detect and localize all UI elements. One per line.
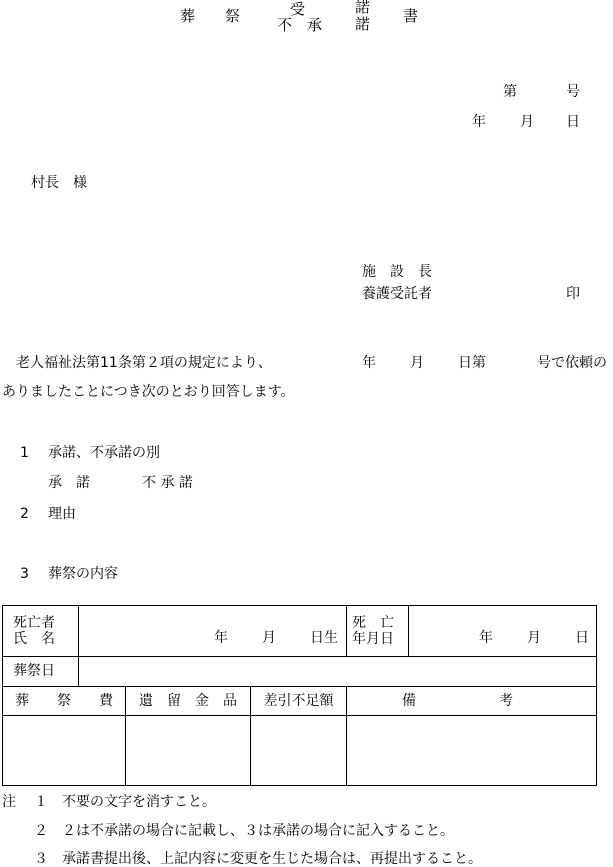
funeral-content-table bbox=[2, 605, 597, 786]
sender-role: 養護受託者 bbox=[362, 286, 432, 302]
title-consent-char-lower: 諾 bbox=[355, 15, 371, 33]
shortage-cell bbox=[251, 716, 347, 786]
col-header-remaining-items: 遺 留 金 品 bbox=[126, 687, 251, 716]
title-non-accept-chars: 不 承 bbox=[277, 16, 323, 34]
note2-number: ２ bbox=[34, 823, 48, 839]
col-header-remarks-a: 備 bbox=[402, 693, 417, 709]
note1-text: 不要の文字を消すこと。 bbox=[62, 794, 216, 810]
sender-title: 施 設 長 bbox=[362, 264, 432, 280]
item2-label: 理由 bbox=[48, 506, 76, 522]
deceased-name-label-cell bbox=[3, 606, 79, 657]
notes-prefix: 注 bbox=[2, 794, 16, 810]
item3-number: 3 bbox=[20, 566, 29, 582]
col-header-funeral-cost: 葬 祭 費 bbox=[3, 687, 126, 716]
number-gou: 号 bbox=[566, 84, 580, 100]
funeral-date-cell bbox=[79, 657, 597, 687]
deceased-name-label-line1: 死亡者 bbox=[13, 614, 55, 631]
item1-label: 承諾、不承諾の別 bbox=[48, 445, 160, 461]
item3-label: 葬祭の内容 bbox=[48, 566, 118, 582]
table-row bbox=[3, 606, 597, 657]
body-line1-month: 月 bbox=[410, 355, 424, 371]
death-day-label: 日 bbox=[575, 630, 590, 646]
col-header-remarks-b: 考 bbox=[499, 693, 514, 709]
body-line1-year: 年 bbox=[362, 355, 376, 371]
birth-day-label: 日生 bbox=[310, 630, 338, 646]
date-day-label: 日 bbox=[566, 114, 580, 130]
birth-month-label: 月 bbox=[262, 630, 276, 646]
funeral-date-label: 葬祭日 bbox=[3, 657, 79, 687]
table-row bbox=[3, 716, 597, 786]
remarks-cell bbox=[347, 716, 597, 786]
option-accept: 承 諾 bbox=[48, 475, 90, 491]
death-month-label: 月 bbox=[527, 630, 542, 646]
death-date-cell bbox=[409, 606, 597, 657]
deceased-name-label-line2: 氏 名 bbox=[13, 631, 55, 647]
death-label-line2: 年月日 bbox=[352, 631, 395, 647]
seal-mark: 印 bbox=[566, 286, 580, 302]
table-row bbox=[3, 657, 597, 687]
item1-number: 1 bbox=[20, 445, 29, 461]
body-line1-main: 老人福祉法第11条第２項の規定により、 bbox=[16, 355, 272, 371]
body-line2: ありましたことにつき次のとおり回答します。 bbox=[2, 384, 295, 400]
option-reject: 不 承 諾 bbox=[142, 475, 193, 491]
date-month-label: 月 bbox=[520, 114, 534, 130]
death-label-line1: 死 亡 bbox=[352, 614, 395, 631]
date-year-label: 年 bbox=[472, 114, 486, 130]
addressee: 村長 様 bbox=[31, 175, 87, 191]
deceased-name-cell bbox=[79, 606, 347, 657]
note3-number: ３ bbox=[34, 851, 48, 867]
title-consent-char-upper: 諾 bbox=[355, 0, 371, 16]
number-dai: 第 bbox=[503, 84, 517, 100]
funeral-cost-cell bbox=[3, 716, 126, 786]
death-year-label: 年 bbox=[479, 630, 494, 646]
table-row bbox=[3, 687, 597, 716]
body-line1-tail: 号で依頼の bbox=[537, 355, 607, 371]
title-accept-char: 受 bbox=[290, 0, 306, 18]
item2-number: 2 bbox=[20, 506, 29, 522]
remaining-items-cell bbox=[126, 716, 251, 786]
note1-number: １ bbox=[34, 794, 48, 810]
body-line1-day: 日第 bbox=[458, 355, 486, 371]
col-header-shortage: 差引不足額 bbox=[251, 687, 347, 716]
note2-text: ２は不承諾の場合に記載し、３は承諾の場合に記入すること。 bbox=[62, 823, 454, 839]
title-funeral: 葬 祭 bbox=[180, 7, 241, 25]
death-date-label-cell bbox=[347, 606, 409, 657]
col-header-remarks bbox=[347, 687, 597, 716]
title-document-char: 書 bbox=[403, 7, 419, 25]
note3-text: 承諾書提出後、上記内容に変更を生じた場合は、再提出すること。 bbox=[62, 851, 482, 867]
birth-year-label: 年 bbox=[214, 630, 228, 646]
